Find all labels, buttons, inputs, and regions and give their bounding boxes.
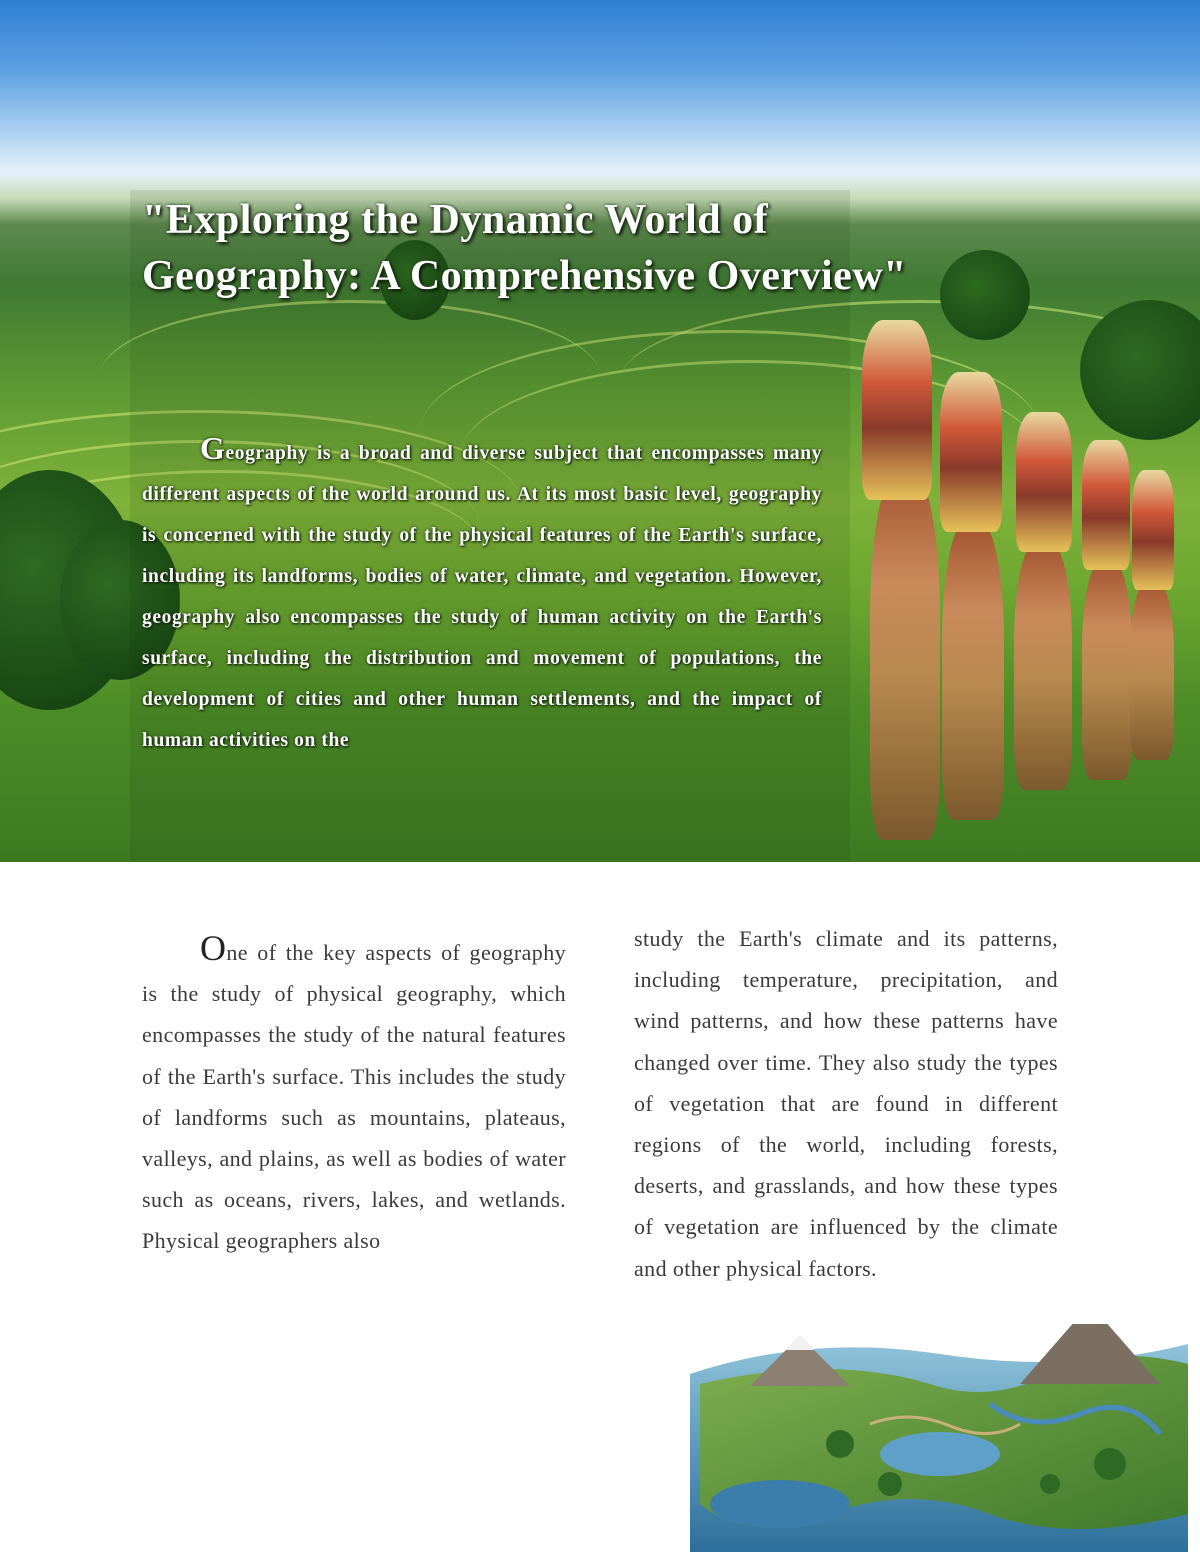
offering-basket — [940, 372, 1002, 532]
landform-map-svg — [690, 1314, 1188, 1552]
person-figure — [942, 520, 1004, 820]
left-dropcap: O — [200, 928, 227, 968]
intro-dropcap: G — [200, 430, 226, 466]
left-column-text — [142, 928, 566, 1262]
offering-basket — [1082, 440, 1130, 570]
offering-basket — [1132, 470, 1174, 590]
page-title: "Exploring the Dynamic World of Geography: A Comprehensive Overview" — [142, 197, 907, 299]
landform-map-illustration — [690, 1314, 1188, 1552]
right-column-text: study the Earth's climate and its patterns, including temperature, precipitation, and wind patterns, and how these patterns have changed over time. They also study the types of vegetation that are found in different regions of the world, including forests, deserts, and grasslands, and how these types of vegetation are influenced by the climate and other physical factors. — [634, 926, 1058, 1281]
person-figure — [1082, 560, 1132, 780]
intro-paragraph — [142, 428, 822, 761]
offering-basket — [1016, 412, 1072, 552]
left-text: ne of the key aspects of geography is the study of physical geography, which encompasses the study of the natural features of the Earth's surface. This includes the study of landforms such as mountains, plateaus, valleys, and plains, as well as bodies of water such as oceans, rivers, lakes, and wetlands. Physical geographers also — [142, 940, 566, 1254]
person-figure — [870, 470, 940, 840]
offering-basket — [862, 320, 932, 500]
intro-text: eography is a broad and diverse subject that encompasses many different aspects of the world around us. At its most basic level, geography is concerned with the study of the physical features of the Earth's surface, including its landforms, bodies of water, climate, and vegetation. However, geography also encompasses the study of human activity on the Earth's surface, including the distribution and movement of populations, the development of cities and other human settlements, and the impact of human activities on the — [142, 443, 822, 751]
person-figure — [1014, 540, 1072, 790]
person-figure — [1130, 580, 1174, 760]
